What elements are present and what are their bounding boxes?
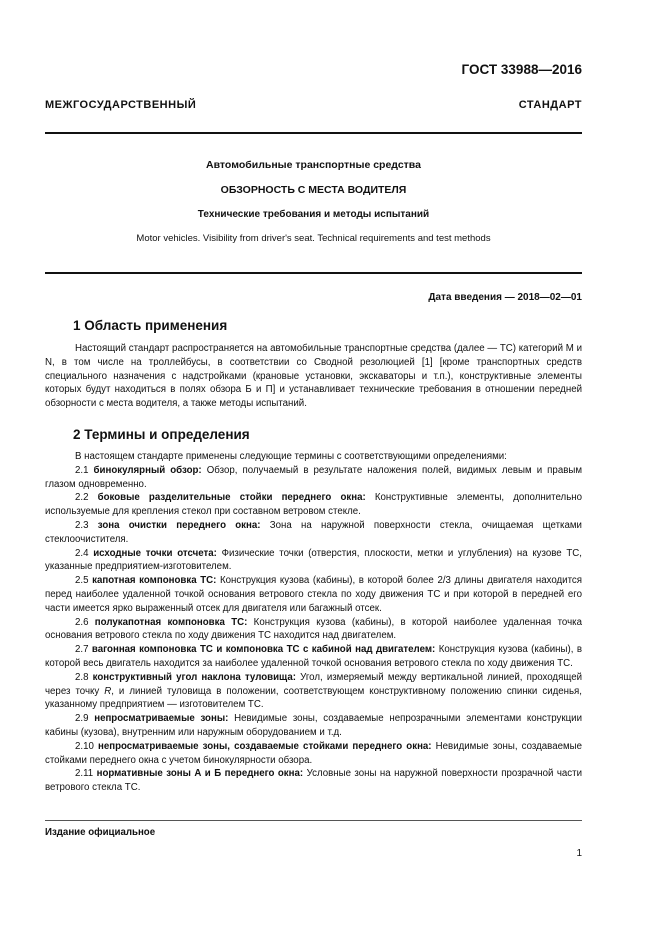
title-line-3: Технические требования и методы испытаний — [197, 209, 430, 220]
gost-code: ГОСТ 33988—2016 — [461, 62, 582, 77]
term-name: полукапотная компоновка ТС: — [94, 616, 248, 628]
term-number: 2.10 — [75, 740, 94, 752]
section-2-intro: В настоящем стандарте применены следующие термины с соответствующими определениями: — [75, 451, 507, 462]
standard-type: МЕЖГОСУДАРСТВЕННЫЙ СТАНДАРТ — [45, 99, 582, 111]
term-definition-part: , и линией туловища в положении, соответствующем конструктивному положению спинки сиденья, указанному предприятием — изготовителем ТС. — [45, 685, 582, 711]
term-2-2 — [45, 491, 582, 519]
section-2-heading: 2 Термины и определения — [73, 427, 250, 442]
section-1-heading: 1 Область применения — [73, 318, 228, 333]
term-definition-part: Угол, измеряемый между вертикальной линией, проходящей через точку — [45, 671, 582, 697]
edition-label: Издание официальное — [45, 827, 156, 838]
header-divider — [45, 132, 582, 134]
term-number: 2.9 — [75, 713, 89, 725]
term-definition: Конструктивные элементы, дополнительно используемые для крепления стекол при составном ветровом стекле. — [45, 492, 582, 518]
term-definition: Конструкция кузова (кабины), в которой более 2/3 длины двигателя находится перед наиболее удаленной точкой основания ветрового стекла по ходу движения ТС и при которой в передней его части имеется ярко выраженный отсек для двигателя или багажный отсек. — [45, 575, 583, 614]
term-definition: Невидимые зоны, создаваемые непрозрачными элементами конструкции кабины (кузова), внутренним или наружным оборудованием и т.д. — [45, 713, 582, 738]
term-number: 2.6 — [75, 616, 89, 628]
point-r-symbol: R — [104, 685, 112, 697]
term-2-4 — [45, 547, 582, 575]
term-number: 2.5 — [75, 575, 89, 587]
term-name: непросматриваемые зоны, создаваемые стойками переднего окна: — [98, 740, 432, 752]
term-number: 2.11 — [75, 768, 94, 780]
term-name: непросматриваемые зоны: — [94, 713, 229, 725]
section-1-body — [45, 342, 582, 411]
term-2-10 — [45, 740, 582, 768]
term-name: зона очистки переднего окна: — [97, 519, 261, 531]
page-number: 1 — [576, 848, 582, 859]
term-definition: Зона на наружной поверхности стекла, очищаемая щетками стеклоочистителя. — [45, 519, 582, 545]
term-definition: Конструкция кузова (кабины), в которой весь двигатель находится за наиболее удаленной точкой основания ветрового стекла по ходу движения ТС. — [45, 644, 582, 669]
term-2-7 — [45, 643, 582, 671]
section-2-body — [45, 450, 582, 795]
term-number: 2.7 — [75, 644, 89, 656]
footer-divider — [45, 820, 582, 821]
term-2-11 — [45, 767, 582, 795]
term-name: исходные точки отсчета: — [93, 547, 217, 559]
term-name: конструктивный угол наклона туловища: — [92, 671, 296, 683]
term-2-6 — [45, 616, 582, 644]
title-divider — [45, 272, 582, 274]
term-number: 2.4 — [75, 547, 89, 559]
term-definition: Невидимые зоны, создаваемые стойками переднего окна с учетом бинокулярности обзора. — [45, 740, 582, 766]
section-1-paragraph: Настоящий стандарт распространяется на автомобильные транспортные средства (далее — ТС) категорий М и N, в том числе на троллейбусы, в соответствии со Сводной резолюцией [1] [кроме транспортных средств специального назначения с надстройками (крановые установки, экскаваторы и т.п.), конструктивные элементы которых будут находиться в полях обзора Б и П] и устанавливает технические требования в отношении передней обзорности с места водителя, а также методы испытаний. — [45, 343, 582, 410]
title-line-2: ОБЗОРНОСТЬ С МЕСТА ВОДИТЕЛЯ — [220, 184, 407, 196]
term-2-1 — [45, 464, 582, 492]
term-2-5 — [45, 574, 582, 615]
term-definition: Физические точки (отверстия, плоскости, метки и углубления) на кузове ТС, указанные предприятием-изготовителем. — [45, 547, 582, 573]
term-number: 2.3 — [75, 519, 89, 531]
term-definition: Условные зоны на наружной поверхности прозрачной части ветрового стекла ТС. — [45, 768, 582, 794]
term-name: нормативные зоны А и Б переднего окна: — [96, 768, 304, 780]
title-english: Motor vehicles. Visibility from driver's seat. Technical requirements and test methods — [136, 233, 491, 244]
term-name: капотная компоновка ТС: — [92, 575, 217, 587]
term-name: боковые разделительные стойки переднего окна: — [97, 492, 366, 504]
term-definition: Обзор, получаемый в результате наложения полей, видимых левым и правым глазом одновременно. — [45, 464, 582, 490]
term-number: 2.1 — [75, 464, 89, 476]
term-name: вагонная компоновка ТС и компоновка ТС с кабиной над двигателем: — [91, 644, 436, 656]
term-number: 2.2 — [75, 492, 89, 504]
term-name: бинокулярный обзор: — [93, 464, 202, 476]
term-2-3 — [45, 519, 582, 547]
introduction-date: Дата введения — 2018—02—01 — [428, 292, 582, 303]
term-number: 2.8 — [75, 671, 89, 683]
term-2-8 — [45, 671, 582, 712]
title-line-1: Автомобильные транспортные средства — [206, 159, 421, 171]
term-2-9 — [45, 712, 582, 740]
term-definition: Конструкция кузова (кабины), в которой наиболее удаленная точка основания ветрового стекла по ходу движения ТС находится над двигателем. — [45, 616, 582, 642]
